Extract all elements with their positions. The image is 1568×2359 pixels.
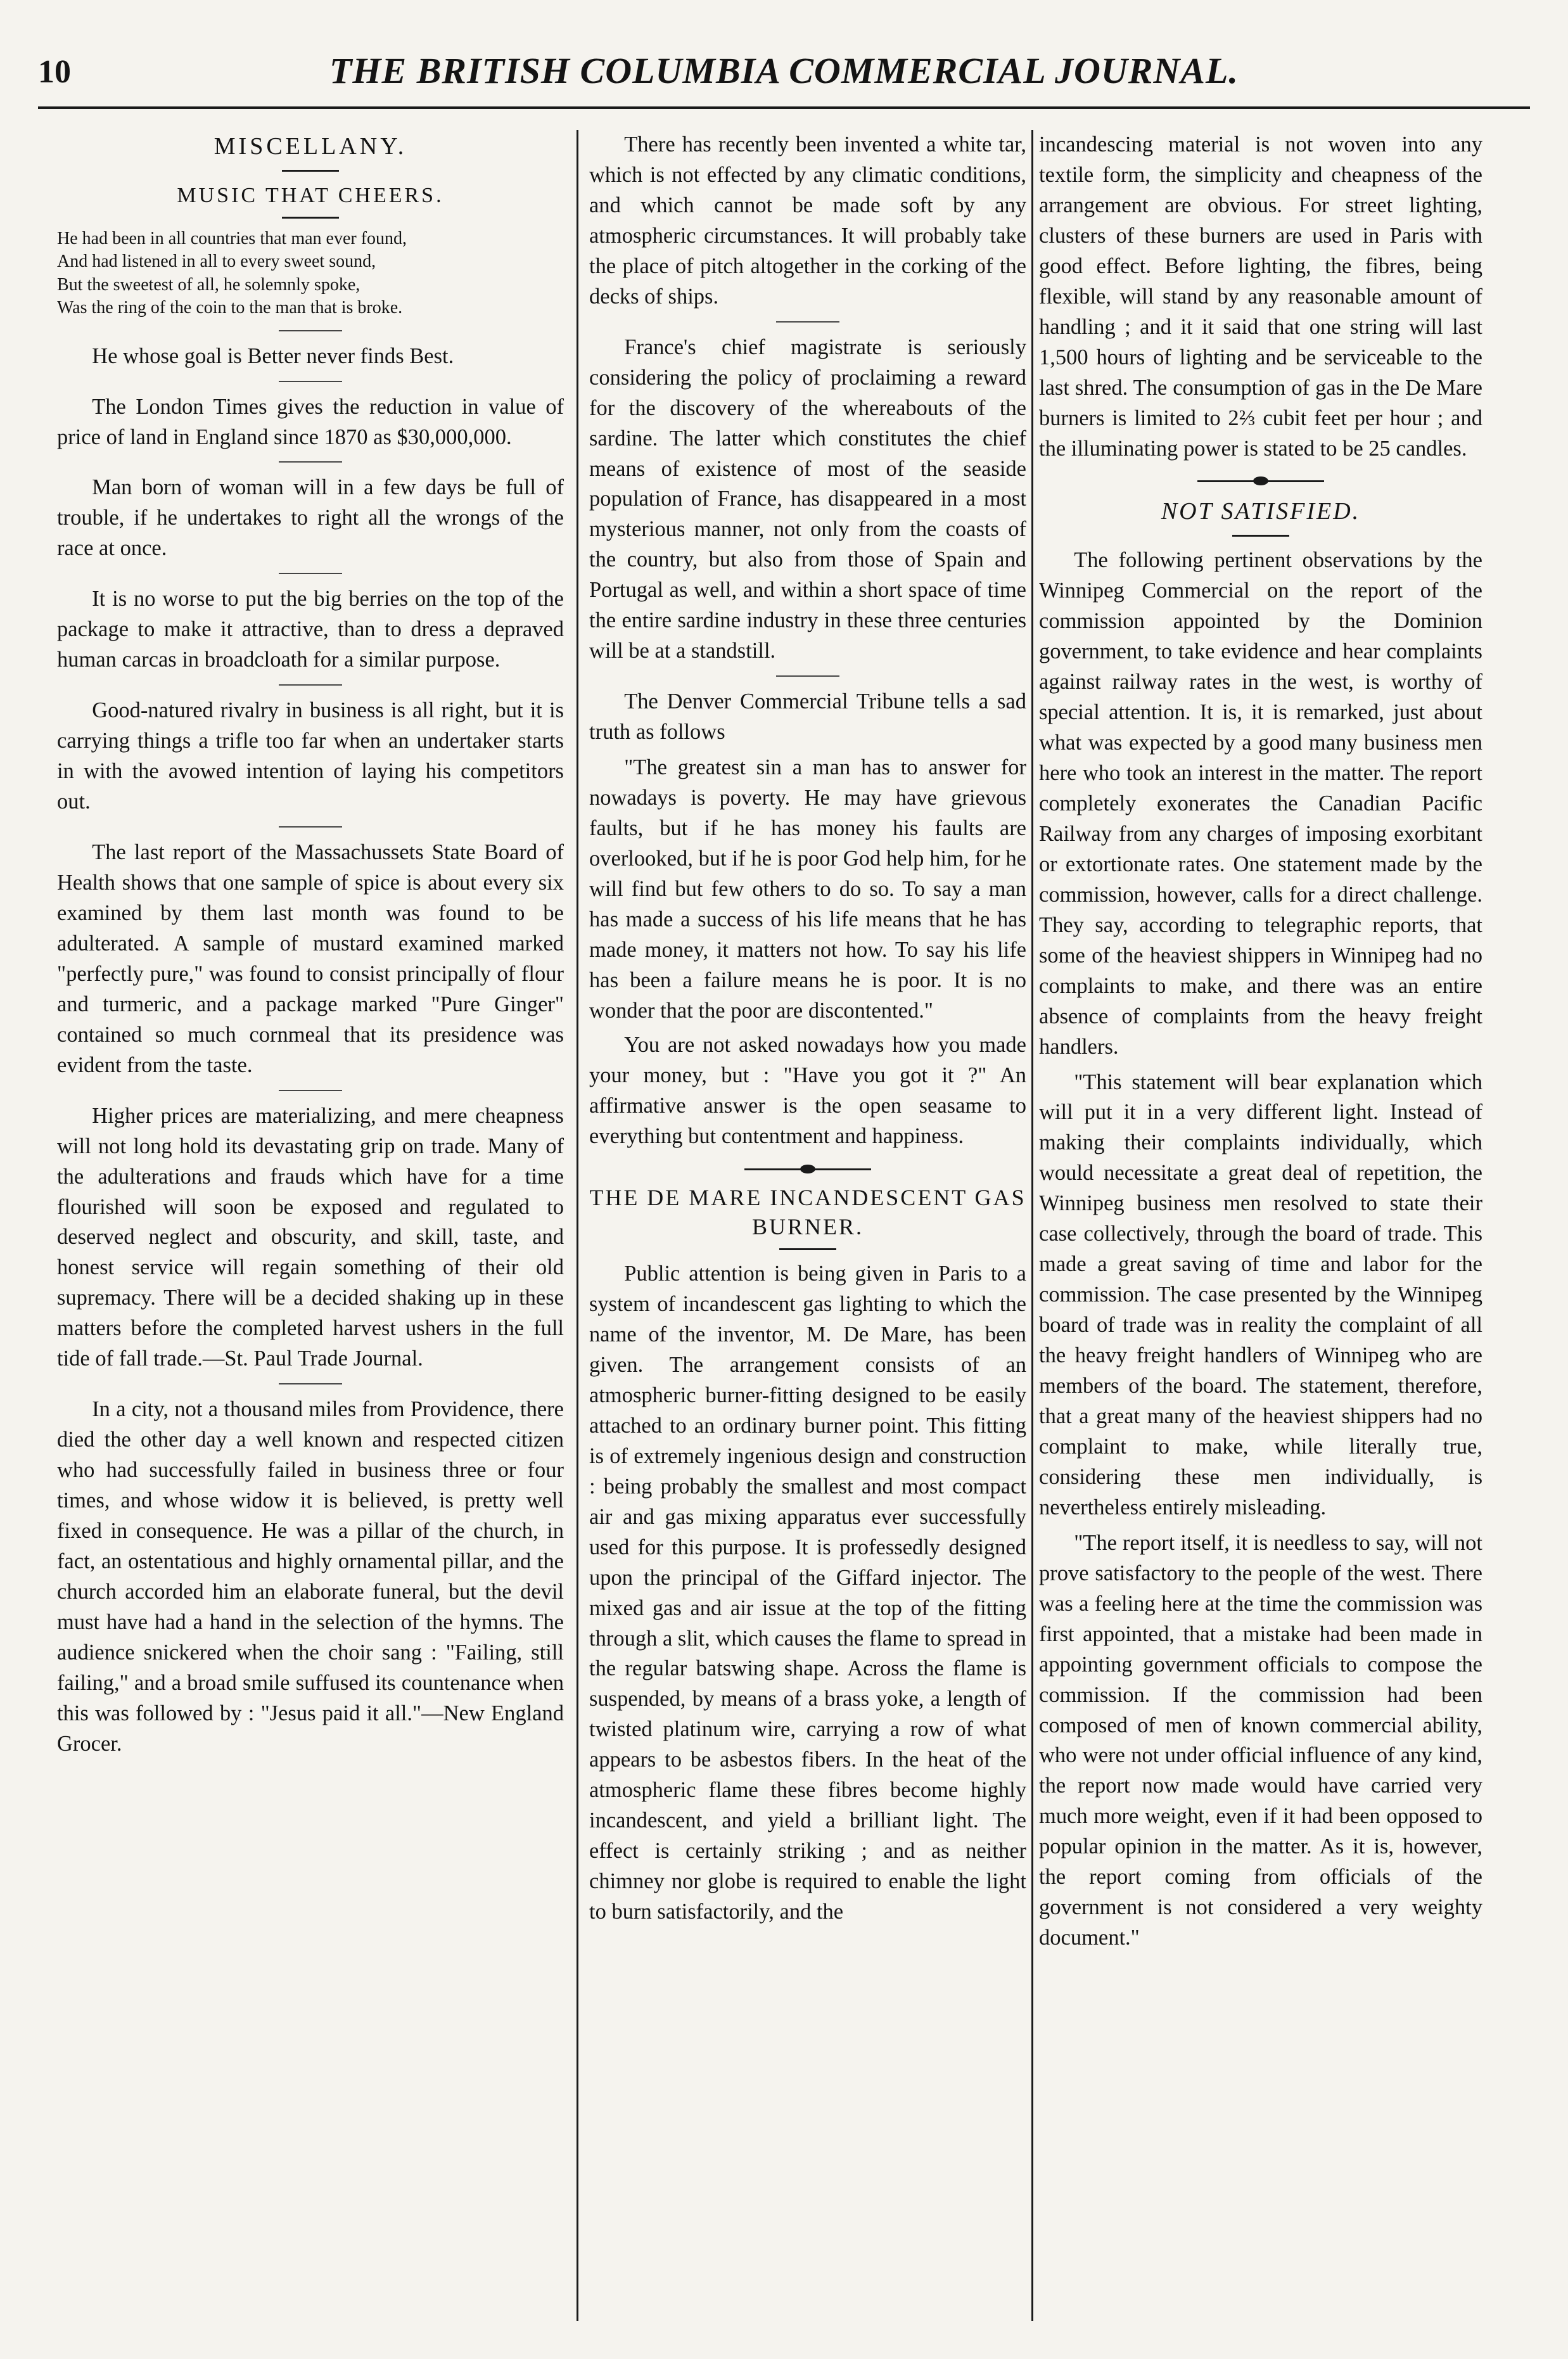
divider [279,330,342,331]
page-header [38,44,1530,101]
divider [282,170,339,172]
paragraph: The Denver Commercial Tribune tells a sad truth as follows [589,689,1026,745]
divider [1232,535,1289,537]
paragraph: The last report of the Massachussets State Board of Health shows that one sample of spice is about every six examined by them last month was found to be adulterated. A sample of mustard examined marked "perfectly pure," was found to consist principally of flour and turmeric, and a package marked "Pure Ginger" contained so much cornmeal that its presidence was evident from the taste. [57,840,564,1077]
divider [282,217,339,219]
divider [776,321,839,323]
ornamental-divider [1197,480,1324,482]
divider [279,1090,342,1091]
column-right [1039,130,1482,2334]
paragraph: Higher prices are materializing, and mere cheapness will not long hold its devastating grip on trade. Many of the adulterations and frauds which have for a time flourished will soon be exposed and regulated to deserved neglect and obscurity, and skill, taste, and honest service will regain something of their old supremacy. There will be a decided shaking up in these matters before the completed harvest ushers in the full tide of fall trade.—St. Paul Trade Journal. [57,1103,564,1371]
divider [279,461,342,463]
paragraph: France's chief magistrate is seriously considering the policy of proclaiming a reward for the discovery of the whereabouts of the sardine. The latter which constitutes the chief means of existence of most of the seaside population of France, has disappeared in a most mysterious manner, not only from the coasts of the country, but also from those of Spain and Portugal as well, and within a short space of time the entire sardine industry in these three centuries will be at a standstill. [589,335,1026,663]
divider [279,684,342,686]
paragraph: Public attention is being given in Paris to a system of incandescent gas lighting to which the name of the inventor, M. De Mare, has been given. The arrangement consists of an atmospheric burner-fitting designed to be easily attached to an ordinary burner point. This fitting is of extremely ingenious design and construction : being probably the smallest and most compact air and gas mixing apparatus ever successfully used for this purpose. It is professedly designed upon the principal of the Giffard injector. The mixed gas and air issue at the top of the fitting through a slit, which causes the flame to spread in the regular batswing shape. Across the flame is suspended, by means of a brass yoke, a length of twisted platinum wire, carrying a row of what appears to be asbestos fibers. In the heat of the atmospheric flame these fibres become highly incandescent, and yield a brilliant light. The effect is certainly striking ; and as neither chimney nor globe is required to enable the light to burn satisfactorily, and the [589,1262,1026,1924]
poem-line: But the sweetest of all, he solemnly spoke, [57,274,360,295]
music-that-cheers-heading: MUSIC THAT CHEERS. [177,183,444,207]
paragraph: Good-natured rivalry in business is all right, but it is carrying things a trifle too far when an undertaker starts in with the avowed intention of laying his competitors out. [57,698,564,814]
paragraph: He whose goal is Better never finds Best. [92,343,454,368]
divider [279,381,342,382]
paragraph: The following pertinent observations by the Winnipeg Commercial on the report of the commission appointed by the Dominion government, to take evidence and hear complaints against railway rates in the west, is worthy of special attention. It is, it is remarked, just about what was expected by a good many business men here who took an interest in the matter. The report completely exonerates the Canadian Pacific Railway from any charges of imposing exorbitant or extortionate rates. One statement made by the commission, however, calls for a direct challenge. They say, according to telegraphic reports, that some of the heaviest shippers in Winnipeg had no complaints to make, and there was an entire absence of complaints from the heavy freight handlers. [1039,548,1482,1059]
paragraph-continuation: incandescing material is not woven into any textile form, the simplicity and cheapness of the arrangement are obvious. For street lighting, clusters of these burners are used in Paris with good effect. Before lighting, the fibres, being flexible, will stand by any reasonable amount of handling ; and it it said that one string will last 1,500 hours of lighting and be serviceable to the last shred. The consumption of gas in the De Mare burners is limited to 2⅔ cubit feet per hour ; and the illuminating power is stated to be 25 candles. [1039,132,1482,461]
poem-line: Was the ring of the coin to the man that is broke. [57,298,403,318]
divider [776,675,839,677]
poem-line: And had listened in all to every sweet sound, [57,252,376,272]
poem-line: He had been in all countries that man ever found, [57,229,407,249]
paragraph: "The report itself, it is needless to say, will not prove satisfactory to the people of the west. There was a feeling here at the time the commission was first appointed, that a mistake had been made in appointing government officials to compose the commission. If the commission had been composed of men of known commercial ability, who were not under official influence of any kind, the report now made would have carried very much more weight, even if it had been opposed to popular opinion in the matter. As it is, however, the report coming from officials of the government is not considered a very weighty document." [1039,1530,1482,1950]
journal-title: THE BRITISH COLUMBIA COMMERCIAL JOURNAL. [329,50,1239,91]
paragraph: "This statement will bear explanation which will put it in a very different light. Instead of making their complaints individually, which would necessitate a great deal of repetition, the Winnipeg business men resolved to state their case collectively, through the board of trade. This made a great saving of time and labor for the commission. The case presented by the Winnipeg board of trade was in reality the complaint of all the heavy freight handlers of Winnipeg who are members of the board. The statement, therefore, that a great many of the heaviest shippers had no complaint to make, while literally true, considering these men individually, is nevertheless entirely misleading. [1039,1070,1482,1519]
paragraph: In a city, not a thousand miles from Providence, there died the other day a well known and respected citizen who had successfully failed in business three or four times, and whose widow it is believed, is pretty well fixed in consequence. He was a pillar of the church, in fact, an ostentatious and highly ornamental pillar, and the church accorded him an elaborate funeral, but the devil must have had a hand in the selection of the hymns. The audience snickered when the choir sang : "Failing, still failing," and a broad smile suffused its countenance when this was followed by : "Jesus paid it all."—New England Grocer. [57,1397,564,1756]
not-satisfied-heading: NOT SATISFIED. [1161,498,1361,525]
divider [279,1383,342,1384]
divider [279,826,342,828]
header-rule [38,106,1530,109]
column-middle [589,130,1026,2334]
page-number: 10 [38,54,71,90]
quotation: "The greatest sin a man has to answer for nowadays is poverty. He may have grievous faults, but if he has money his faults are overlooked, but if he is poor God help him, for he will find but few others to do so. To say a man has made a success of his life means that he has made money, it matters not how. To say his life has been a failure means he is poor. It is no wonder that the poor are discontented." [589,755,1026,1023]
divider [779,1248,836,1250]
miscellany-heading: MISCELLANY. [214,133,407,160]
paragraph: You are not asked nowadays how you made your money, but : "Have you got it ?" An affirmative answer is the open seasame to everything but contentment and happiness. [589,1032,1026,1148]
divider [279,573,342,574]
ornamental-divider [744,1168,871,1170]
column-divider [1031,130,1033,2321]
column-divider [577,130,578,2321]
column-left [57,130,564,2334]
paragraph: It is no worse to put the big berries on the top of the package to make it attractive, than to dress a depraved human carcas in broadcloath for a similar purpose. [57,587,564,672]
paragraph: The London Times gives the reduction in value of price of land in England since 1870 as $30,000,000. [57,394,564,449]
paragraph: Man born of woman will in a few days be full of trouble, if he undertakes to right all the wrongs of the race at once. [57,475,564,561]
de-mare-burner-heading: THE DE MARE INCANDESCENT GAS BURNER. [589,1184,1026,1240]
poem [57,227,564,320]
paragraph: There has recently been invented a white tar, which is not effected by any climatic conditions, and which cannot be made soft by any atmospheric circumstances. It will probably take the place of pitch altogether in the corking of the decks of ships. [589,132,1026,309]
